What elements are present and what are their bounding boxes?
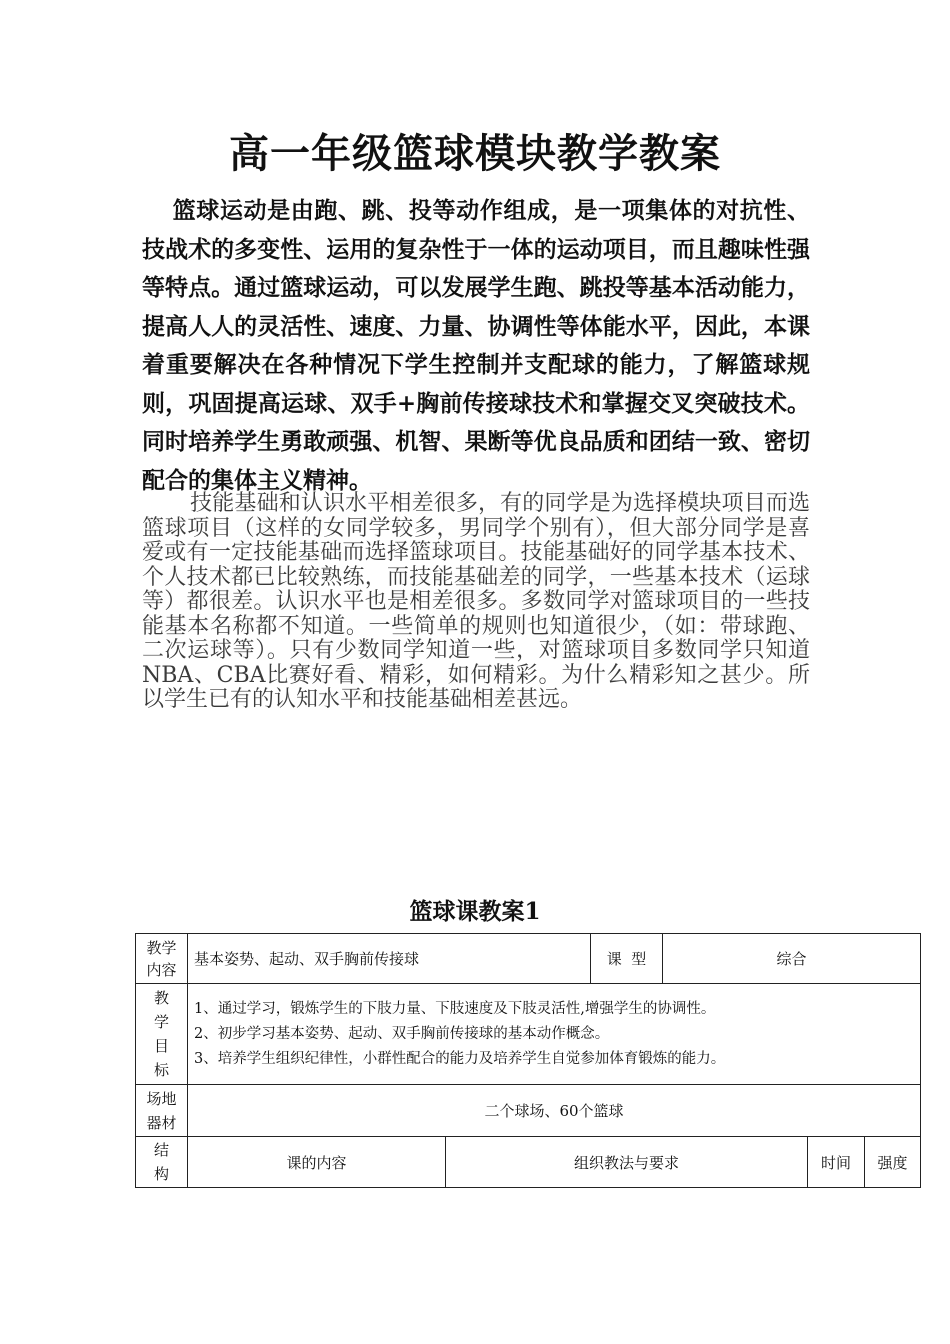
goal-item: 1、通过学习，锻炼学生的下肢力量、下肢速度及下肢灵活性,增强学生的协调性。	[194, 1000, 716, 1017]
analysis-text: 技能基础和认识水平相差很多，有的同学是为选择模块项目而选篮球项目（这样的女同学较多，男同学个别有），但大部分同学是喜爱或有一定技能基础而选择篮球项目。技能基础好的同学基本技术、个人技术都已比较熟练，而技能基础差的同学，一些基本技术（运球等）都很差。认识水平也是相差很多。多数同学对篮球项目的一些技能基本名称都不知道。一些简单的规则也知道很少，（如：带球跑、二次运球等）。只有少数同学知道一些，对篮球项目多数同学只知道NBA、CBA比赛好看、精彩，如何精彩。为什么精彩知之甚少。所以学生已有的认知水平和技能基础相差甚远。	[142, 491, 810, 712]
structure-label-char: 构	[153, 1165, 169, 1183]
table-row	[136, 1137, 921, 1188]
table-row	[136, 984, 921, 1085]
goal-label-char: 学	[153, 1013, 169, 1031]
goal-label-cell	[136, 984, 188, 1085]
col-content-header	[188, 1137, 446, 1188]
lesson-title: 篮球课教案1	[409, 898, 541, 925]
structure-label-cell	[136, 1137, 188, 1188]
goal-item: 3、培养学生组织纪律性，小群性配合的能力及培养学生自觉参加体育锻炼的能力。	[194, 1050, 726, 1067]
content-value-cell	[188, 934, 591, 984]
type-value: 综合	[776, 950, 807, 968]
venue-label-cell	[136, 1085, 188, 1137]
lesson-plan-table	[135, 933, 921, 1188]
venue-label-line: 器材	[146, 1113, 177, 1132]
intro-paragraph	[142, 192, 810, 500]
col-intensity-label: 强度	[877, 1153, 908, 1172]
col-time-header	[808, 1137, 865, 1188]
content-label-cell	[136, 934, 188, 984]
type-value-cell	[663, 934, 921, 984]
col-intensity-header	[865, 1137, 921, 1188]
goal-label-char: 目	[153, 1037, 169, 1055]
goal-item: 2、初步学习基本姿势、起动、双手胸前传接球的基本动作概念。	[194, 1025, 610, 1042]
col-method-header	[446, 1137, 808, 1188]
goal-label-char: 标	[153, 1061, 169, 1079]
col-content-label: 课的内容	[286, 1153, 347, 1172]
content-value: 基本姿势、起动、双手胸前传接球	[194, 950, 420, 968]
type-label-cell	[591, 934, 663, 984]
structure-label-char: 结	[153, 1141, 169, 1159]
table-row	[136, 1085, 921, 1137]
intro-text: 篮球运动是由跑、跳、投等动作组成，是一项集体的对抗性、技战术的多变性、运用的复杂性于一体的运动项目，而且趣味性强等特点。通过篮球运动，可以发展学生跑、跳投等基本活动能力，提高人人的灵活性、速度、力量、协调性等体能水平，因此，本课着重要解决在各种情况下学生控制并支配球的能力，了解篮球规则，巩固提高运球、双手+胸前传接球技术和掌握交叉突破技术。同时培养学生勇敢顽强、机智、果断等优良品质和团结一致、密切配合的集体主义精神。	[142, 197, 810, 494]
table-row	[136, 934, 921, 984]
col-method-label: 组织教法与要求	[574, 1153, 680, 1172]
venue-label-line: 场地	[146, 1089, 177, 1108]
content-label: 教学内容	[146, 938, 177, 979]
goals-cell	[188, 984, 921, 1085]
goal-label-char: 教	[153, 989, 169, 1007]
venue-value: 二个球场、60个篮球	[484, 1102, 624, 1120]
type-label: 课 型	[606, 950, 647, 968]
col-time-label: 时间	[821, 1153, 852, 1172]
document-title: 高一年级篮球模块教学教案	[229, 130, 721, 177]
analysis-paragraph	[142, 492, 810, 713]
venue-value-cell	[188, 1085, 921, 1137]
